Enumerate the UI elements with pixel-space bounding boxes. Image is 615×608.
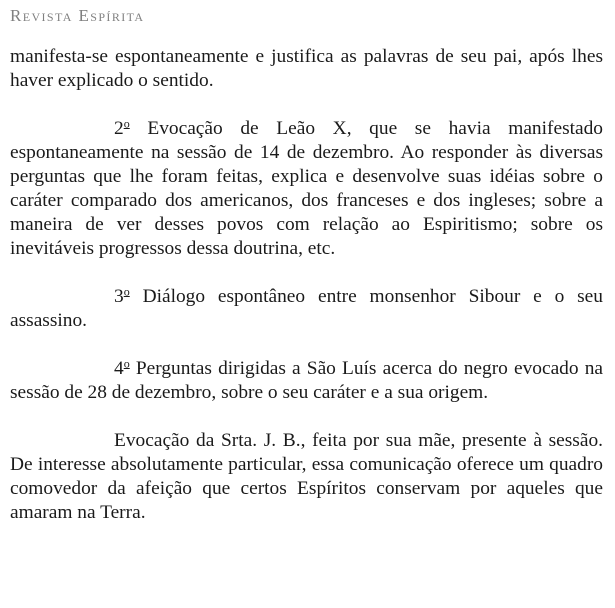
ordinal-mark: o bbox=[123, 116, 130, 131]
running-header: Revista Espírita bbox=[10, 6, 145, 25]
paragraph-text: Evocação de Leão X, que se havia manifestado espontaneamente na sessão de 14 de dezembro. Ao responder às diversas perguntas que lhe foram feitas, explica e desenvolve suas idéias sobre o caráter comparado dos americanos, dos franceses e dos ingleses; sobre a maneira de ver desses povos com relação ao Espiritismo; sobre os inevitáveis progressos dessa doutrina, etc. bbox=[10, 118, 603, 259]
paragraph-text: Perguntas dirigidas a São Luís acerca do negro evocado na sessão de 28 de dezembro, sobre o seu caráter e a sua origem. bbox=[10, 358, 603, 403]
item-number: 4 bbox=[114, 358, 124, 379]
paragraph-text: manifesta-se espontaneamente e justifica as palavras de seu pai, após lhes haver explicado o sentido. bbox=[10, 46, 603, 91]
paragraph-item-3 bbox=[10, 285, 603, 333]
item-number: 2 bbox=[114, 118, 124, 139]
paragraph-item-2 bbox=[10, 117, 603, 261]
paragraph-item-4 bbox=[10, 357, 603, 405]
paragraph-text: Diálogo espontâneo entre monsenhor Sibour e o seu assassino. bbox=[10, 286, 603, 331]
paragraph-text: Evocação da Srta. J. B., feita por sua mãe, presente à sessão. De interesse absolutamente particular, essa comunicação oferece um quadro comovedor da afeição que certos Espíritos conservam por aqueles que amaram na Terra. bbox=[10, 430, 603, 523]
paragraph-continuation bbox=[10, 45, 603, 93]
paragraph-evocation bbox=[10, 429, 603, 525]
body-text bbox=[10, 45, 603, 549]
ordinal-mark: o bbox=[123, 284, 130, 299]
ordinal-mark: o bbox=[123, 356, 130, 371]
item-number: 3 bbox=[114, 286, 124, 307]
